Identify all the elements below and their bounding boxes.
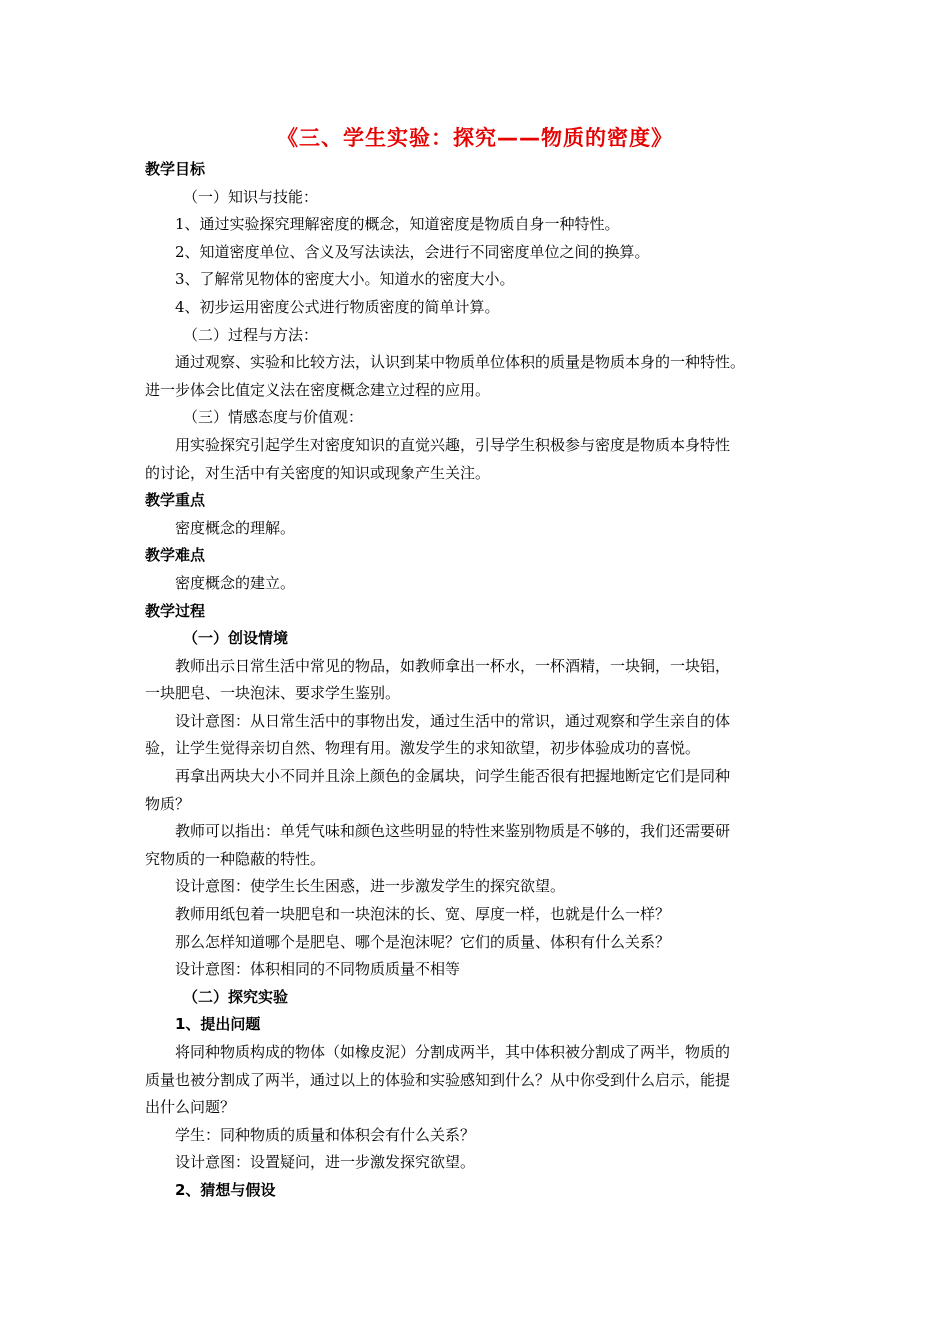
paragraph-line: 1、通过实验探究理解密度的概念，知道密度是物质自身一种特性。 <box>175 215 620 234</box>
paragraph-line: 设计意图：使学生长生困惑，进一步激发学生的探究欲望。 <box>175 877 566 896</box>
document-body <box>145 156 815 1205</box>
paragraph-line: 验，让学生觉得亲切自然、物理有用。激发学生的求知欲望，初步体验成功的喜悦。 <box>145 739 701 758</box>
paragraph-line: 设计意图：从日常生活中的事物出发，通过生活中的常识，通过观察和学生亲自的体 <box>175 711 731 730</box>
step-heading: 1、提出问题 <box>175 1015 261 1034</box>
paragraph-line: 通过观察、实验和比较方法，认识到某中物质单位体积的质量是物质本身的一种特性。 <box>175 353 746 372</box>
paragraph-line: 再拿出两块大小不同并且涂上颜色的金属块，问学生能否很有把握地断定它们是同种 <box>175 767 731 786</box>
section-heading: 教学难点 <box>145 546 206 565</box>
section-heading: 教学过程 <box>145 601 206 620</box>
paragraph-line: 物质？ <box>145 794 191 813</box>
paragraph-line: 设计意图：设置疑问，进一步激发探究欲望。 <box>175 1153 476 1172</box>
section-heading: 教学目标 <box>145 160 206 178</box>
subsection-heading: （二）探究实验 <box>183 987 289 1006</box>
paragraph-line: 究物质的一种隐蔽的特性。 <box>145 849 326 868</box>
paragraph-line: 2、知道密度单位、含义及写法读法，会进行不同密度单位之间的换算。 <box>175 242 650 261</box>
paragraph-line: 设计意图：体积相同的不同物质质量不相等 <box>175 960 461 979</box>
paragraph-line: 进一步体会比值定义法在密度概念建立过程的应用。 <box>145 380 491 399</box>
subsection-heading: （一）创设情境 <box>183 629 289 648</box>
objective-subheading: （一）知识与技能： <box>183 187 319 206</box>
paragraph-line: 密度概念的建立。 <box>175 573 296 592</box>
paragraph-line: 出什么问题？ <box>145 1098 236 1117</box>
paragraph-line: 一块肥皂、一块泡沫、要求学生鉴别。 <box>145 684 401 703</box>
paragraph-line: 将同种物质构成的物体（如橡皮泥）分割成两半，其中体积被分割成了两半，物质的 <box>175 1043 731 1061</box>
paragraph-line: 那么怎样知道哪个是肥皂、哪个是泡沫呢？它们的质量、体积有什么关系？ <box>175 932 671 951</box>
section-heading: 教学重点 <box>145 491 206 510</box>
objective-subheading: （二）过程与方法： <box>183 325 319 344</box>
paragraph-line: 的讨论，对生活中有关密度的知识或现象产生关注。 <box>145 463 491 482</box>
paragraph-line: 学生：同种物质的质量和体积会有什么关系？ <box>175 1125 476 1144</box>
paragraph-line: 4、初步运用密度公式进行物质密度的简单计算。 <box>175 297 500 316</box>
paragraph-line: 教师可以指出：单凭气味和颜色这些明显的特性来鉴别物质是不够的，我们还需要研 <box>175 822 731 841</box>
step-heading: 2、猜想与假设 <box>175 1180 276 1199</box>
paragraph-line: 密度概念的理解。 <box>175 518 296 537</box>
paragraph-line: 质量也被分割成了两半，通过以上的体验和实验感知到什么？从中你受到什么启示，能提 <box>145 1070 731 1089</box>
objective-subheading: （三）情感态度与价值观： <box>183 408 364 427</box>
document-title: 《三、学生实验：探究——物质的密度》 <box>277 126 673 150</box>
paragraph-line: 教师用纸包着一块肥皂和一块泡沫的长、宽、厚度一样，也就是什么一样？ <box>175 905 671 924</box>
paragraph-line: 用实验探究引起学生对密度知识的直觉兴趣，引导学生积极参与密度是物质本身特性 <box>175 435 731 454</box>
paragraph-line: 教师出示日常生活中常见的物品，如教师拿出一杯水，一杯酒精，一块铜，一块铝， <box>175 656 731 675</box>
paragraph-line: 3、了解常见物体的密度大小。知道水的密度大小。 <box>175 270 515 289</box>
